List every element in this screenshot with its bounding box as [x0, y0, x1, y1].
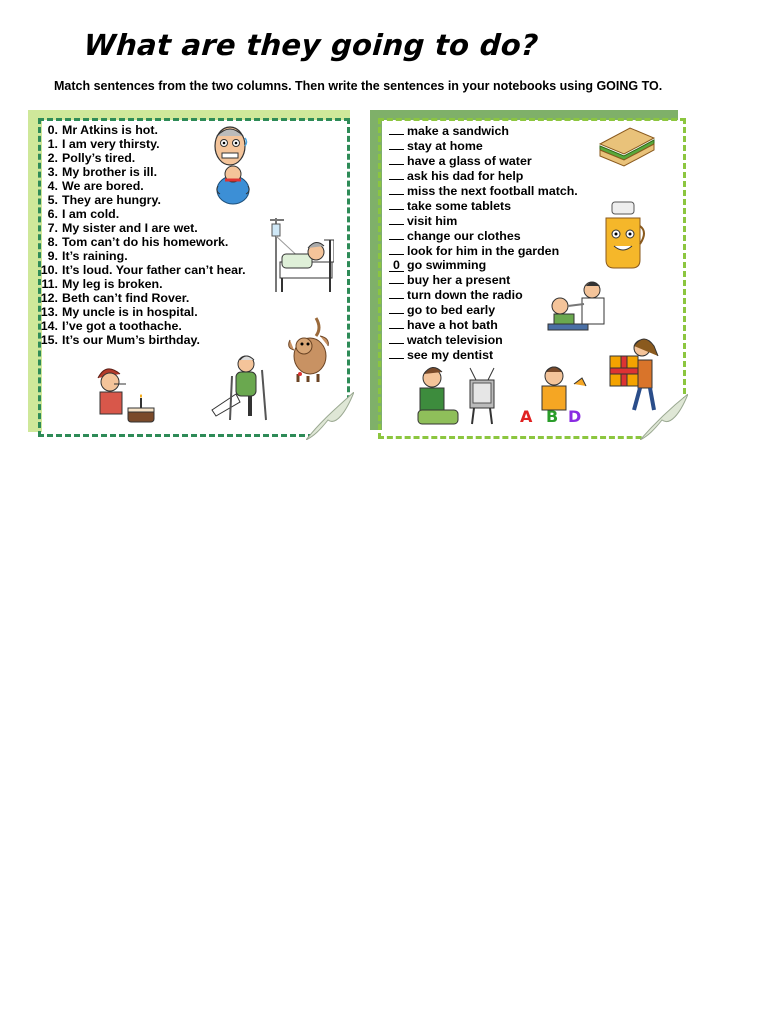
list-item: take some tablets [389, 198, 578, 213]
list-item: 2. Polly’s tired. [47, 151, 136, 165]
list-item: 15. It’s our Mum’s birthday. [40, 333, 200, 347]
list-item: 7. My sister and I are wet. [47, 221, 198, 235]
hot-man-icon [208, 124, 252, 168]
list-item: 13. My uncle is in hospital. [40, 305, 198, 319]
present-icon [602, 336, 664, 416]
answer-blank[interactable]: 0 [389, 260, 404, 272]
list-item: 0 go swimming [389, 258, 578, 272]
answer-blank[interactable] [389, 198, 404, 210]
list-item: ask his dad for help [389, 168, 578, 183]
dentist-icon [546, 280, 614, 336]
answer-blank[interactable] [389, 347, 404, 359]
list-item: change our clothes [389, 228, 578, 243]
list-item: visit him [389, 213, 578, 228]
list-item: 1. I am very thirsty. [47, 137, 160, 151]
list-item: 6. I am cold. [47, 207, 120, 221]
letter-a: A [520, 407, 533, 426]
page-curl-icon [306, 392, 354, 440]
answer-blank[interactable] [389, 123, 404, 135]
answer-blank[interactable] [389, 168, 404, 180]
answer-blank[interactable] [389, 287, 404, 299]
answer-blank[interactable] [389, 302, 404, 314]
left-column-card [28, 110, 353, 440]
homework-icon [518, 362, 590, 426]
birthday-cake-icon [92, 362, 158, 428]
answer-blank[interactable] [389, 213, 404, 225]
list-item: buy her a present [389, 272, 578, 287]
instructions: Match sentences from the two columns. Then write the sentences in your notebooks using GOING TO. [54, 79, 663, 93]
list-item: 11. My leg is broken. [41, 277, 163, 291]
water-jug-icon [600, 200, 646, 270]
list-item: watch television [389, 332, 578, 347]
list-item: 12. Beth can’t find Rover. [40, 291, 190, 305]
list-item: look for him in the garden [389, 243, 578, 258]
broken-leg-icon [206, 352, 278, 424]
answer-blank[interactable] [389, 243, 404, 255]
answer-blank[interactable] [389, 183, 404, 195]
letter-b: B [546, 407, 559, 426]
list-item: 5. They are hungry. [47, 193, 161, 207]
list-item: 10. It’s loud. Your father can’t hear. [40, 263, 246, 277]
dog-icon [286, 316, 334, 384]
list-item: go to bed early [389, 302, 578, 317]
cold-man-icon [214, 164, 252, 206]
television-icon [414, 362, 498, 430]
list-item: miss the next football match. [389, 183, 578, 198]
answer-blank[interactable] [389, 317, 404, 329]
list-item: have a hot bath [389, 317, 578, 332]
list-item: 14. I’ve got a toothache. [40, 319, 182, 333]
letter-d: D [568, 407, 582, 426]
list-item: stay at home [389, 138, 578, 153]
list-item: 3. My brother is ill. [47, 165, 158, 179]
hospital-bed-icon [268, 214, 334, 294]
answer-blank[interactable] [389, 153, 404, 165]
answer-blank[interactable] [389, 138, 404, 150]
list-item: 8. Tom can’t do his homework. [47, 235, 229, 249]
page-title: What are they going to do? [82, 28, 540, 62]
list-item: 4. We are bored. [47, 179, 144, 193]
answer-blank[interactable] [389, 228, 404, 240]
answer-blank[interactable] [389, 272, 404, 284]
list-item: turn down the radio [389, 287, 578, 302]
right-column-card [370, 110, 688, 440]
sandwich-icon [596, 124, 658, 168]
list-item: see my dentist [389, 347, 578, 362]
list-item: 0. Mr Atkins is hot. [47, 123, 158, 137]
answer-blank[interactable] [389, 332, 404, 344]
list-item: 9. It’s raining. [47, 249, 128, 263]
list-item: make a sandwich [389, 123, 578, 138]
list-item: have a glass of water [389, 153, 578, 168]
